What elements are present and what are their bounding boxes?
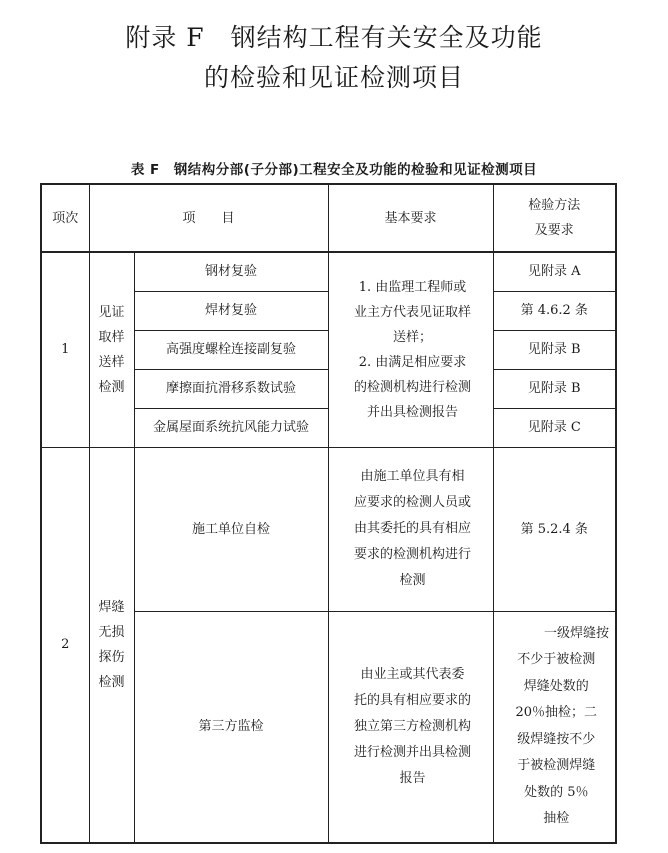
requirement-line: 由施工单位具有相 xyxy=(360,469,465,484)
row-2-subitem-method xyxy=(493,611,616,843)
row-2-subitem-requirement xyxy=(328,447,493,611)
header-method xyxy=(493,184,616,252)
method-line: 处数的 5％ xyxy=(524,784,589,800)
row-1-requirement-line: 的检测机构进行检测 xyxy=(354,379,472,395)
header-requirement: 基本要求 xyxy=(328,184,493,252)
table-row xyxy=(41,447,616,611)
requirement-line: 由业主或其代表委 xyxy=(360,666,465,682)
method-line: 20％抽检；二 xyxy=(515,705,598,721)
table-caption: 表 F 钢结构分部(子分部)工程安全及功能的检验和见证检测项目 xyxy=(130,162,538,178)
row-1-category xyxy=(89,252,134,447)
row-2-subitem-method: 第 5.2.4 条 xyxy=(493,447,616,611)
header-item: 项 目 xyxy=(89,184,328,252)
header-seq: 项次 xyxy=(41,184,89,252)
requirement-line: 检测 xyxy=(399,573,426,588)
row-2-category-line: 无损 xyxy=(98,624,125,640)
method-line: 一级焊缝按 xyxy=(544,625,610,641)
inspection-table xyxy=(40,183,617,844)
header-method-line-2: 及要求 xyxy=(534,223,574,238)
table-row xyxy=(41,252,616,291)
row-2-category-line: 检测 xyxy=(98,674,125,690)
row-1-category-line: 取样 xyxy=(98,329,125,345)
requirement-line: 由其委托的具有相应 xyxy=(354,521,472,536)
row-1-category-line: 送样 xyxy=(98,354,125,370)
requirement-line: 独立第三方检测机构 xyxy=(354,718,472,734)
method-line: 于被检测焊缝 xyxy=(517,758,596,774)
row-1-subitem-method: 见附录 B xyxy=(493,330,616,369)
row-1-requirement-line: 业主方代表见证取样 xyxy=(354,304,472,320)
row-1-subitem-name: 钢材复验 xyxy=(134,252,328,291)
requirement-line: 报告 xyxy=(399,770,426,786)
row-1-subitem-method: 第 4.6.2 条 xyxy=(493,291,616,330)
row-1-subitem-name: 高强度螺栓连接副复验 xyxy=(134,330,328,369)
row-1-subitem-name: 焊材复验 xyxy=(134,291,328,330)
requirement-line: 应要求的检测人员或 xyxy=(354,495,472,510)
requirement-line: 托的具有相应要求的 xyxy=(354,692,472,708)
row-2-subitem-requirement xyxy=(328,611,493,843)
row-1-subitem-method: 见附录 A xyxy=(493,252,616,291)
row-2-subitem-name: 第三方监检 xyxy=(134,611,328,843)
row-1-category-line: 见证 xyxy=(98,304,125,320)
table-header-row xyxy=(41,184,616,252)
method-line: 抽检 xyxy=(543,811,570,827)
header-method-line-1: 检验方法 xyxy=(528,198,581,213)
method-line: 级焊缝按不少 xyxy=(517,731,596,747)
page-title-line-2: 的检验和见证检测项目 xyxy=(203,63,464,92)
row-1-requirement-line: 送样； xyxy=(393,329,433,345)
requirement-line: 要求的检测机构进行 xyxy=(354,547,472,562)
row-2-category-line: 焊缝 xyxy=(98,599,125,615)
row-1-subitem-method: 见附录 C xyxy=(493,408,616,447)
method-line: 焊缝处数的 xyxy=(523,678,589,694)
row-1-subitem-name: 金属屋面系统抗风能力试验 xyxy=(134,408,328,447)
row-2-category xyxy=(89,447,134,843)
row-1-requirement-line: 并出具检测报告 xyxy=(367,404,459,420)
row-1-requirement xyxy=(328,252,493,447)
requirement-line: 进行检测并出具检测 xyxy=(354,744,472,760)
row-2-subitem-name: 施工单位自检 xyxy=(134,447,328,611)
row-1-category-line: 检测 xyxy=(98,379,125,395)
row-1-requirement-line: 1. 由监理工程师或 xyxy=(358,279,467,295)
row-1-requirement-line: 2. 由满足相应要求 xyxy=(358,354,467,370)
row-1-seq: 1 xyxy=(41,252,89,447)
row-1-subitem-method: 见附录 B xyxy=(493,369,616,408)
method-line: 不少于被检测 xyxy=(517,652,596,668)
row-2-category-line: 探伤 xyxy=(98,649,125,665)
page-title-line-1: 附录 F 钢结构工程有关安全及功能 xyxy=(125,23,543,52)
row-1-subitem-name: 摩擦面抗滑移系数试验 xyxy=(134,369,328,408)
row-2-seq: 2 xyxy=(41,447,89,843)
